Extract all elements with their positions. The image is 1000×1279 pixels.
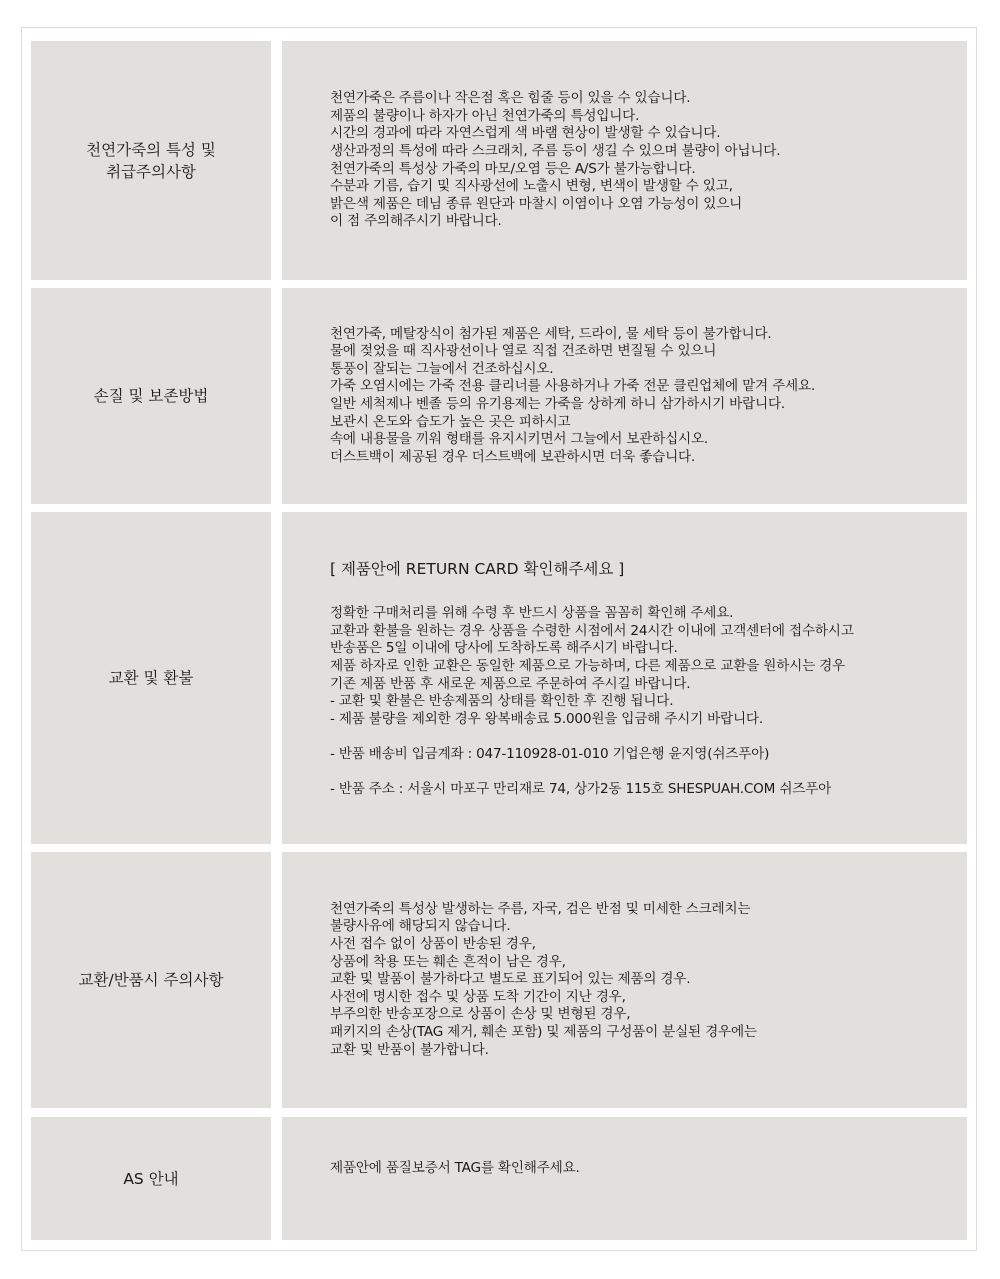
text-line: 교환 및 반품이 불가합니다. <box>330 1041 489 1058</box>
text-line: 시간의 경과에 따라 자연스럽게 색 바램 현상이 발생할 수 있습니다. <box>330 125 721 142</box>
text-block <box>330 90 947 231</box>
text-line: 상품에 착용 또는 훼손 흔적이 남은 경우, <box>330 953 566 970</box>
section-label-maintenance <box>31 288 271 504</box>
section-content-as-guide <box>282 1117 967 1240</box>
text-line: 생산과정의 특성에 따라 스크래치, 주름 등이 생길 수 있으며 불량이 아닙니다. <box>330 142 781 159</box>
text-line: 패키지의 손상(TAG 제거, 훼손 포함) 및 제품의 구성품이 분실된 경우에는 <box>330 1023 757 1040</box>
return-card-heading: [ 제품안에 RETURN CARD 확인해주세요 ] <box>330 560 625 579</box>
section-label-leather-care <box>31 41 271 280</box>
text-line: 밝은색 제품은 데님 종류 원단과 마찰시 이염이나 오염 가능성이 있으니 <box>330 195 743 212</box>
text-line: 제품 하자로 인한 교환은 동일한 제품으로 가능하며, 다른 제품으로 교환을 원하시는 경우 <box>330 658 845 675</box>
section-label-as-guide <box>31 1117 271 1240</box>
text-line: 이 점 주의해주시기 바랍니다. <box>330 213 502 230</box>
text-line: 일반 세척제나 벤졸 등의 유기용제는 가죽을 상하게 하니 삼가하시기 바랍니다. <box>330 396 786 412</box>
text-line: 천연가죽의 특성상 발생하는 주름, 자국, 검은 반점 및 미세한 스크레치는 <box>330 900 751 917</box>
text-line: 제품안에 품질보증서 TAG를 확인해주세요. <box>330 1160 580 1176</box>
return-account-line: - 반품 배송비 입금계좌 : 047-110928-01-010 기업은행 윤지영(쉬즈푸아) <box>330 745 770 762</box>
text-line: 부주의한 반송포장으로 상품이 손상 및 변형된 경우, <box>330 1006 631 1023</box>
section-content-return-cautions <box>282 852 967 1108</box>
section-title: 교환/반품시 주의사항 <box>78 971 224 989</box>
section-title: AS 안내 <box>123 1169 179 1188</box>
section-title: 교환 및 환불 <box>108 669 194 687</box>
text-line: 천연가죽, 메탈장식이 첨가된 제품은 세탁, 드라이, 물 세탁 등이 불가합니다. <box>330 325 772 342</box>
text-line: 사전에 명시한 접수 및 상품 도착 기간이 지난 경우, <box>330 988 626 1005</box>
text-line: 가죽 오염시에는 가죽 전용 클리너를 사용하거나 가죽 전문 클린업체에 맡겨 주세요. <box>330 378 816 395</box>
text-line: 천연가죽은 주름이나 작은점 혹은 힘줄 등이 있을 수 있습니다. <box>330 90 691 107</box>
text-block <box>330 326 947 467</box>
text-line: 보관시 온도와 습도가 높은 곳은 피하시고 <box>330 413 571 430</box>
text-block <box>330 605 947 799</box>
text-line: 교환 및 발품이 불가하다고 별도로 표기되어 있는 제품의 경우. <box>330 971 691 988</box>
section-content-maintenance <box>282 288 967 504</box>
text-line: - 제품 불량을 제외한 경우 왕복배송료 5.000원을 입금해 주시기 바랍니다. <box>330 710 763 727</box>
text-line: 반송품은 5일 이내에 당사에 도착하도록 해주시기 바랍니다. <box>330 640 678 657</box>
text-line: 불량사유에 해당되지 않습니다. <box>330 918 511 935</box>
section-content-leather-care <box>282 41 967 280</box>
section-title: 천연가죽의 특성 및 취급주의사항 <box>86 140 216 181</box>
text-line: 물에 젖었을 때 직사광선이나 열로 직접 건조하면 변질될 수 있으니 <box>330 343 717 360</box>
text-line: 사전 접수 없이 상품이 반송된 경우, <box>330 936 536 953</box>
text-line: 통풍이 잘되는 그늘에서 건조하십시오. <box>330 360 554 377</box>
text-line: 정확한 구매처리를 위해 수령 후 반드시 상품을 꼼꼼히 확인해 주세요. <box>330 605 734 622</box>
text-line: 속에 내용물을 끼워 형태를 유지시키면서 그늘에서 보관하십시오. <box>330 431 708 448</box>
text-block <box>330 901 947 1059</box>
section-title: 손질 및 보존방법 <box>93 387 209 405</box>
text-line: - 교환 및 환불은 반송제품의 상태를 확인한 후 진행 됩니다. <box>330 693 674 710</box>
text-line: 더스트백이 제공된 경우 더스트백에 보관하시면 더욱 좋습니다. <box>330 448 696 465</box>
text-line: 교환과 환불을 원하는 경우 상품을 수령한 시점에서 24시간 이내에 고객센터에 접수하시고 <box>330 622 854 639</box>
text-block <box>330 1160 947 1178</box>
section-label-exchange-refund <box>31 512 271 844</box>
text-line: 수분과 기름, 습기 및 직사광선에 노출시 변형, 변색이 발생할 수 있고, <box>330 178 733 195</box>
text-line: 천연가죽의 특성상 가죽의 마모/오염 등은 A/S가 불가능합니다. <box>330 160 696 177</box>
return-address-line: - 반품 주소 : 서울시 마포구 만리재로 74, 상가2동 115호 SHESPUAH.COM 쉬즈푸아 <box>330 781 832 798</box>
section-content-exchange-refund <box>282 512 967 844</box>
section-label-return-cautions <box>31 852 271 1108</box>
text-line: 제품의 불량이나 하자가 아닌 천연가죽의 특성입니다. <box>330 107 640 124</box>
text-line: 기존 제품 반품 후 새로운 제품으로 주문하여 주시길 바랍니다. <box>330 675 691 692</box>
